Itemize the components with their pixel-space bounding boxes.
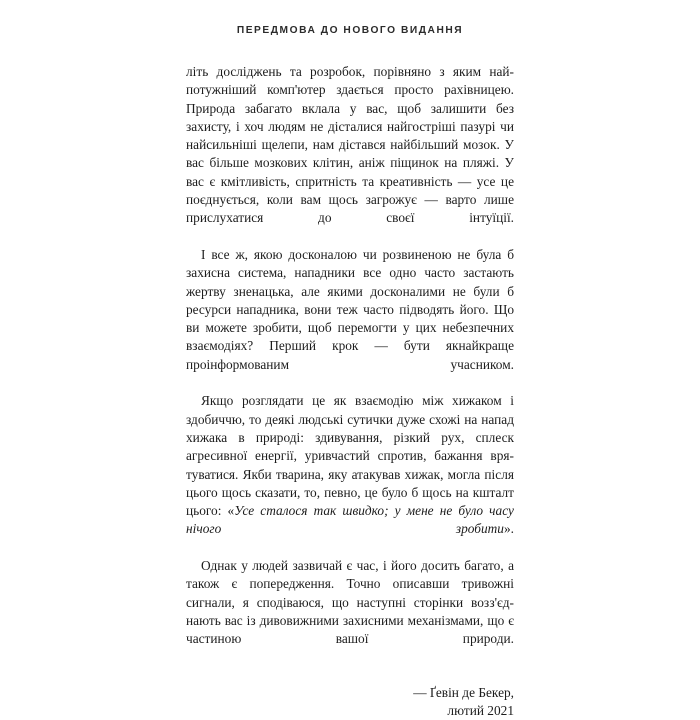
paragraph-3-lead: Якщо розглядати це як взаємодію між хижаком і здобиччю, то деякі людські сутички дуже схожі на напад хижака в природі: здивування, різкий рух, сплеск агресивної енергії, уривчастий спротив, бажання врятуватися. Якби тварина, яку атакував хижак, могла після цього щось сказати, то, певно, це було б щось на кшталт цього: « bbox=[186, 393, 514, 519]
paragraph-3 bbox=[186, 392, 514, 557]
signature-date: лютий 2021 bbox=[447, 703, 514, 719]
running-head: ПЕРЕДМОВА ДО НОВОГО ВИДАННЯ bbox=[236, 25, 464, 36]
paragraph-1: літь досліджень та розробок, порівняно з яким найпотужніший комп'ютер здається просто рахівницею. Природа забагато вклала у вас, щоб залишити без захисту, і хоч людям не дісталися найгостріші пазурі чи найсильніші щелепи, нам дістався найбільший мозок. У вас більше мозкових клітин, аніж піщинок на пляжі. У вас є кмітливість, спритність та креативність — усе це поєднується, коли вам щось загрожує — варто лише прислухатися до своєї інтуїції. bbox=[186, 64, 514, 226]
signature-block bbox=[186, 684, 514, 720]
signature-author: — Ґевін де Бекер, bbox=[413, 684, 514, 700]
paragraph-4: Однак у людей зазвичай є час, і його досить багато, а також є попередження. Точно описавши тривожні сигнали, я сподіваюся, що наступні сторінки возз'єднають вас із дивовижними захисними механізмами, що є частиною вашої природи. bbox=[186, 558, 514, 647]
paragraph-3-tail: ». bbox=[503, 521, 514, 537]
body-text-block bbox=[186, 63, 514, 720]
paragraph-3-quote: Усе сталося так швидко; у мене не було часу нічого зробити bbox=[186, 503, 514, 537]
paragraph-2: І все ж, якою досконалою чи розвиненою не була б захисна система, нападники все одно часто застають жертву зненацька, але якими досконалими не були б ресурси нападника, вони теж часто підводять його. Що ви можете зробити, щоб перемогти у цих небезпечних взаємодіях? Перший крок — бути якнайкраще проінформованим учасником. bbox=[186, 246, 514, 372]
